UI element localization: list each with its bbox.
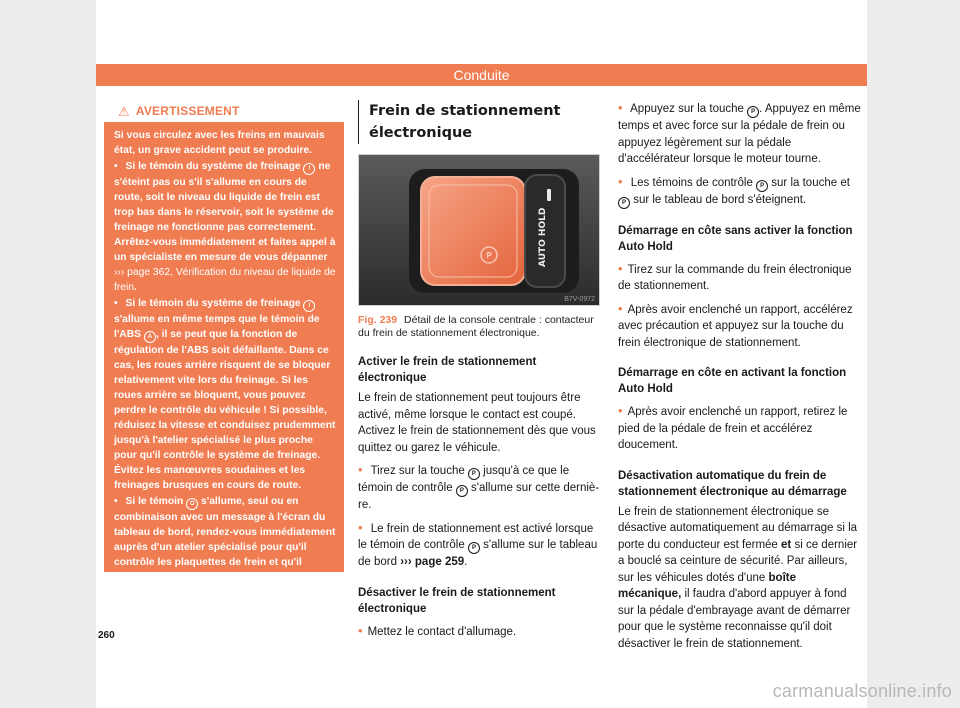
warning-b2-text-a: Si le témoin du système de freinage [125, 298, 301, 309]
heading-hill-start-no-autohold: Démarrage en côte sans activer la fonction Auto Hold [618, 224, 853, 253]
c3-b1-text-a: Appuyez sur la touche [630, 103, 744, 115]
heading-activate: Activer le frein de stationnement électronique [358, 356, 537, 384]
warning-bullet-2 [114, 296, 336, 493]
c3-p1-text-c: il faudra d'abord appuyer à fond sur la pédale d'embrayage avant de démarrer pour que le système reconnaisse qu'il doit désactiver le frein de stationnement. [618, 588, 851, 650]
warning-b2-text-b: s'allume en même temps que le témoin de l'ABS [114, 314, 320, 340]
c3-b1-text-b: . Appuyez en même temps et avec force sur la pédale de frein ou appuyez légèrement sur la pédale d'accélérateur lorsque le moteur tourne. [618, 103, 861, 165]
c3-b2-text-c: sur le tableau de bord s'éteignent. [633, 193, 807, 206]
figure-code: B7V-0972 [564, 296, 595, 303]
abs-icon: A [144, 331, 156, 343]
warning-b1-text-a: Si le témoin du système de freinage [125, 161, 301, 172]
warning-b3-text-b: s'allume, seul ou en combinaison avec un message à l'écran du tableau de bord, rendez-vous immédiatement auprès d'un atelier spécialisé pour qu'il contrôle les plaquettes de frein et qu'il remplace celles qui sont usées. [114, 496, 336, 583]
c3-p1-text-b: si ce dernier a bouclé sa ceinture de sécurité. Par ailleurs, sur les véhicules dotés d'une [618, 538, 858, 584]
parking-brake-icon: P [756, 180, 768, 192]
c3-p1-bold: et [781, 538, 792, 551]
column-middle [358, 100, 600, 640]
c2-b2-text-a: Le frein de stationnement est activé lorsque le témoin de contrôle [358, 522, 594, 551]
list-item [358, 462, 600, 514]
chapter-title: Conduite [453, 67, 510, 83]
parking-brake-icon: P [456, 485, 468, 497]
heading-hill-start-autohold: Démarrage en côte en activant la fonction Auto Hold [618, 367, 847, 395]
list-item: • Mettez le contact d'allumage. [358, 623, 600, 641]
warning-b3-text-a: Si le témoin [125, 496, 184, 507]
warning-header [104, 100, 344, 122]
warning-bullet-3 [114, 494, 336, 585]
paragraph-activate: Le frein de stationnement peut toujours être activé, même lorsque le contact est coupé. Activez le frein de stationnement dès que vous quittez ou garez le véhicule. [358, 392, 596, 454]
brake-pad-icon: O [186, 498, 198, 510]
warning-bullet-1: • Si le témoin du système de freinage ! ne s'éteint pas ou s'il s'allume en cours de route, soit le niveau du liquide de frein est trop bas dans le réservoir, soit le système de freinage ne fonctionne pas correctement. Arrêtez-vous immédiatement et faites appel à un spécialiste en mesure de vous dépanner ››› page 362, Vérification du niveau de liquide de frein. [114, 159, 336, 295]
c3-b2-text-a: Les témoins de contrôle [630, 176, 753, 189]
c3-b2-text-b: sur la touche et [771, 176, 850, 189]
list-item: • Après avoir enclenché un rapport, accélérez avec précaution et appuyez sur la touche du frein électronique de stationnement. [618, 301, 862, 352]
console-illustration [359, 155, 600, 306]
figure-number: Fig. 239 [358, 314, 398, 326]
warning-title: AVERTISSEMENT [135, 103, 240, 118]
parking-brake-icon: P [618, 197, 630, 209]
chapter-header [96, 64, 867, 86]
warning-b1-text-b: ne s'éteint pas ou s'il s'allume en cours de route, soit le niveau du liquide de frein est trop bas dans le réservoir, soit le système de freinage ne fonctionne pas correctement. Arrêtez-vous immédiatement et faites appel à un spécialiste en mesure de vous dépanner [114, 161, 336, 263]
warning-intro: Si vous circulez avec les freins en mauvais état, un grave accident peut se produire. [114, 130, 325, 156]
c3-p1-text-a: Le frein de stationnement électronique se désactive automatiquement au démarrage si la porte du conducteur est fermée [618, 505, 858, 551]
brake-warning-icon: ! [303, 163, 315, 175]
c2-b2-text-b: s'allume sur le tableau de bord [358, 539, 598, 568]
brake-warning-icon: ! [303, 300, 315, 312]
warning-triangle-icon: ⚠ [118, 103, 130, 119]
paragraph-auto-release [618, 504, 862, 653]
warning-b2-text-c: , il se peut que la fonction de régulation de l'ABS soit défaillante. Dans ce cas, les roues arrière risquent de se bloquer relativement vite lors du freinage. Si les roues arrière se bloquent, vous pouvez perdre le contrôle du véhicule ! Si possible, réduisez la vitesse et conduisez prudemment jusqu'à l'atelier spécialisé le plus proche pour qu'il contrôle le système de freinage. Évitez les manœuvres soudaines et les freinages brusques en cours de route. [114, 329, 336, 491]
list-item: • Le frein de stationnement est activé lorsque le témoin de contrôle P s'allume sur le tableau de bord ››› page 259. [358, 520, 600, 571]
column-right [618, 100, 862, 652]
c2-b1-text-c: s'allume sur cette dernière. [358, 482, 600, 511]
parking-brake-icon: P [468, 468, 480, 480]
c2-b1-text-b: jusqu'à ce que le témoin de contrôle [358, 465, 570, 494]
page-reference-link[interactable]: ››› page 259 [400, 556, 465, 568]
list-item [618, 174, 862, 209]
c3-p1-bold2: boîte mécanique, [618, 571, 796, 600]
svg-text:P: P [486, 251, 492, 260]
figure-caption [358, 314, 600, 340]
list-item: • Tirez sur la commande du frein électronique de stationnement. [618, 261, 862, 295]
page-number: 260 [98, 630, 115, 641]
figure-caption-text: Détail de la console centrale : contacteur du frein de stationnement électronique. [358, 314, 594, 339]
list-item [618, 100, 862, 168]
watermark: carmanualsonline.info [772, 681, 952, 701]
figure-parking-brake-switch [358, 154, 600, 306]
page-reference-link[interactable]: ››› page 362, Vérification du niveau de liquide de frein [114, 267, 336, 293]
c2-b1-text-a: Tirez sur la touche [370, 465, 465, 477]
parking-brake-icon: P [468, 542, 480, 554]
section-title: Frein de stationnement électronique [358, 100, 600, 144]
auto-hold-label: AUTO HOLD [538, 207, 548, 267]
parking-brake-icon: P [747, 106, 759, 118]
heading-auto-release: Désactivation automatique du frein de stationnement électronique au démarrage [618, 469, 847, 498]
heading-deactivate: Désactiver le frein de stationnement électronique [358, 586, 556, 615]
warning-box [104, 100, 344, 583]
list-item: • Après avoir enclenché un rapport, retirez le pied de la pédale de frein et accélérez doucement. [618, 403, 862, 454]
